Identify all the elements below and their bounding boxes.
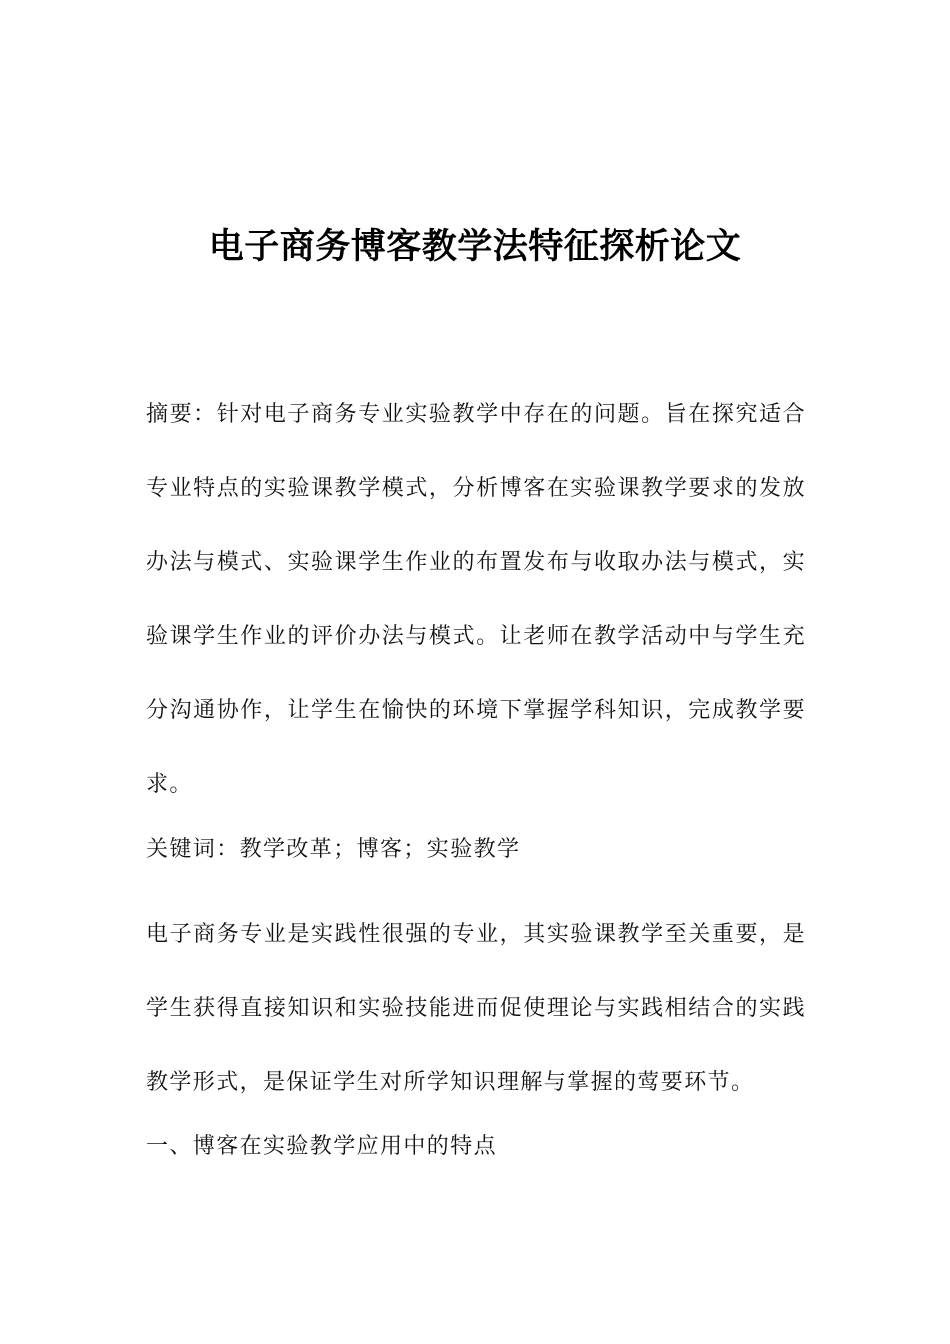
intro-paragraph: 电子商务专业是实践性很强的专业，其实验课教学至关重要，是学生获得直接知识和实验技能进而促使理论与实践相结合的实践教学形式，是保证学生对所学知识理解与掌握的莺要环节。 [146,922,806,1095]
keywords-line: 关键词：教学改革；博客；实验教学 [146,837,521,862]
document-title: 电子商务博客教学法特征探析论文 [208,227,742,267]
abstract-paragraph: 摘要：针对电子商务专业实验教学中存在的问题。旨在探究适合专业特点的实验课教学模式，分析博客在实验课教学要求的发放办法与模式、实验课学生作业的布置发布与收取办法与模式，实验课学生作业的评价办法与模式。让老师在教学活动中与学生充分沟通协作，让学生在愉快的环境下掌握学科知识，完成教学要求。 [146,402,806,797]
section-heading: 一、博客在实验教学应用中的特点 [146,1134,498,1159]
